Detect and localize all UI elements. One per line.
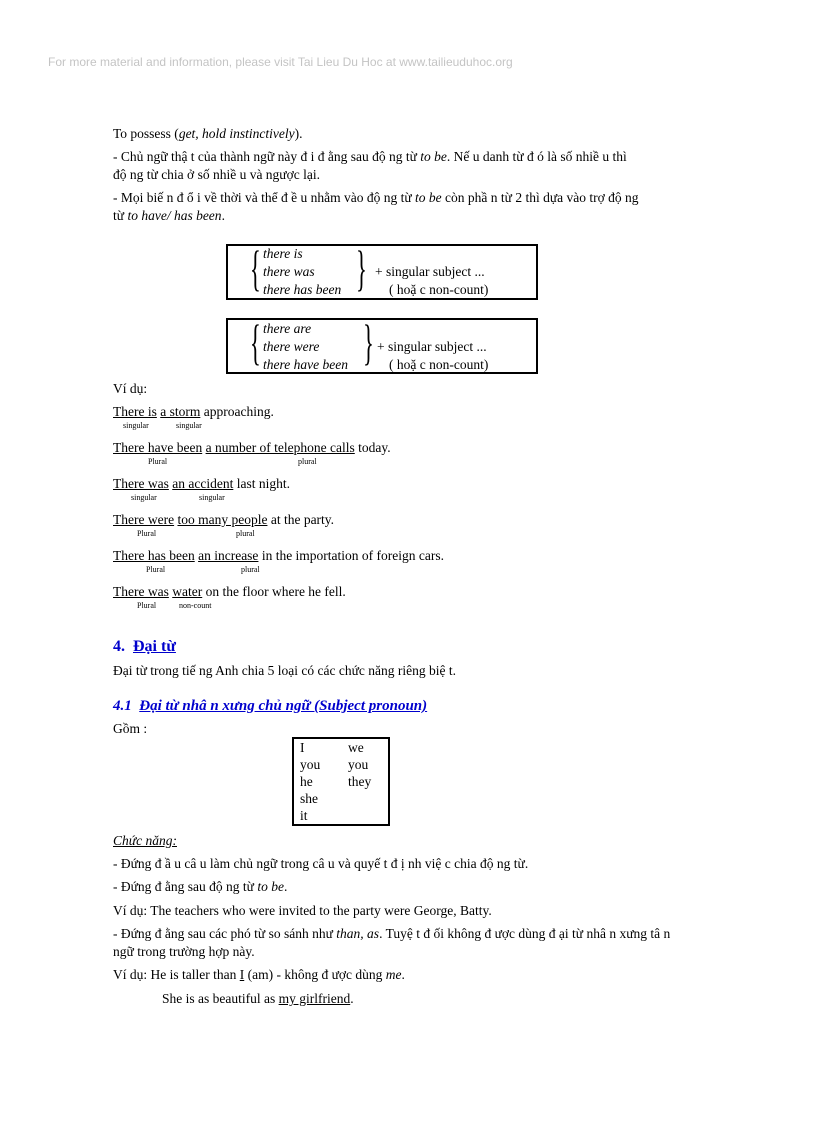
example-subject: There was (113, 476, 169, 491)
chuc-nang-label: Chức năng: (113, 833, 177, 848)
ex3-u: my girlfriend (278, 991, 351, 1006)
example-1: Ví dụ: The teachers who were invited to the party were George, Batty. (113, 903, 492, 918)
example-object: too many people (177, 512, 268, 527)
possess-prefix: To possess ( (113, 126, 179, 141)
pronoun: she (300, 791, 318, 806)
example-tag: Plural (137, 601, 157, 610)
pronoun: they (348, 774, 372, 789)
pronoun: you (300, 757, 321, 772)
example-tag: Plural (137, 529, 157, 538)
example-subject: There have been (113, 440, 203, 455)
box1-item: there is (263, 246, 303, 261)
f3-b: . Tuyệ t đ ối không đ ược dùng đ ại từ nhâ n xưng tâ n (379, 926, 671, 941)
watermark: For more material and information, please visit Tai Lieu Du Hoc at www.tailieuduhoc.org (48, 55, 513, 69)
ex2-b: (am) - không đ ược dùng (244, 967, 386, 982)
function-2 (113, 879, 287, 895)
box1-item: there was (263, 264, 315, 279)
p2-c: từ (113, 208, 128, 223)
box2-item: there have been (263, 357, 348, 372)
pronoun: he (300, 774, 313, 789)
example-tag: non-count (179, 601, 212, 610)
pronoun-col-2 (348, 739, 371, 790)
example-row (113, 512, 334, 528)
pronoun-col-1 (300, 739, 320, 824)
box1-right-2: ( hoặ c non-count) (389, 282, 489, 297)
example-subject: There were (113, 512, 175, 527)
p1-a: - Chủ ngữ thậ t của thành ngữ này đ i đ ằng sau độ ng từ (113, 149, 421, 164)
example-row (113, 584, 346, 600)
box1-right-1: + singular subject ... (375, 264, 485, 279)
example-object: an accident (172, 476, 234, 491)
example-object: a storm (160, 404, 201, 419)
f2-a: - Đứng đ ằng sau độ ng từ (113, 879, 258, 894)
possess-suffix: ). (294, 126, 303, 141)
section-number: 4. (113, 638, 125, 655)
section-4-desc: Đại từ trong tiế ng Anh chia 5 loại có các chức năng riêng biệ t. (113, 663, 457, 678)
example-tag: plural (236, 529, 255, 538)
example-row (113, 404, 274, 420)
para1-line2: độ ng từ chia ở số nhiề u và ngược lại. (113, 167, 320, 182)
function-1: - Đứng đ ầ u câ u làm chủ ngữ trong câ u và quyế t đ ị nh việ c chia độ ng từ. (113, 856, 529, 871)
section-41-heading (113, 698, 427, 715)
example-tag: plural (298, 457, 317, 466)
example-3 (162, 991, 354, 1007)
para2-line1 (113, 190, 639, 206)
example-tag: singular (176, 421, 202, 430)
example-subject: There has been (113, 548, 195, 563)
example-rest: in the importation of foreign cars. (258, 548, 445, 563)
left-brace-icon: { (250, 314, 261, 370)
f2-it: to be (257, 879, 284, 894)
f2-b: . (284, 879, 288, 894)
possess-italic: get, hold instinctively (178, 126, 295, 141)
p2-a: - Mọi biế n đ ổ i về thời và thể đ ề u nhằm vào độ ng từ (113, 190, 416, 205)
para1-line1 (113, 149, 627, 165)
example-tag: plural (241, 565, 260, 574)
left-brace-icon: { (250, 240, 261, 296)
p2-it: to be (415, 190, 442, 205)
f3-a: - Đứng đ ằng sau các phó từ so sánh như (113, 926, 337, 941)
ex2-u: I (239, 967, 245, 982)
example-rest: on the floor where he fell. (202, 584, 346, 599)
box2-right-2: ( hoặ c non-count) (389, 357, 489, 372)
pronoun: it (300, 808, 308, 823)
p1-b: . Nế u danh từ đ ó là số nhiề u thì (446, 149, 627, 164)
example-tag: Plural (146, 565, 166, 574)
example-row (113, 440, 391, 456)
example-rest: at the party. (267, 512, 335, 527)
ex2-it: me (385, 967, 402, 982)
section-4-heading (113, 638, 176, 656)
box2-item: there are (263, 321, 312, 336)
example-tag: Plural (148, 457, 168, 466)
example-2 (113, 967, 405, 983)
p2-b: còn phầ n từ 2 thì dựa vào trợ độ ng (441, 190, 639, 205)
example-object: a number of telephone calls (205, 440, 355, 455)
example-rest: today. (354, 440, 391, 455)
function-3-line2: ngữ trong trường hợp này. (113, 944, 255, 959)
p1-it: to be (420, 149, 447, 164)
example-tag: singular (131, 493, 157, 502)
vidu-label: Ví dụ: (113, 381, 148, 396)
right-brace-icon: } (356, 240, 367, 296)
section-title: Đại từ nhâ n xưng chủ ngữ (Subject pronoun) (139, 698, 428, 714)
example-tag: singular (123, 421, 149, 430)
ex2-a: Ví dụ: He is taller than (113, 967, 240, 982)
possess-line (113, 126, 303, 142)
example-rest: last night. (233, 476, 290, 491)
example-tag: singular (199, 493, 225, 502)
box2-item: there were (263, 339, 320, 354)
example-subject: There is (113, 404, 157, 419)
f3-it: than, as (336, 926, 380, 941)
example-subject: There was (113, 584, 169, 599)
ex3-b: . (350, 991, 354, 1006)
example-row (113, 548, 444, 564)
ex3-a: She is as beautiful as (162, 991, 279, 1006)
right-brace-icon: } (363, 314, 374, 370)
example-rest: approaching. (200, 404, 274, 419)
pronoun: we (348, 740, 364, 755)
pronoun: you (348, 757, 369, 772)
pronoun: I (300, 740, 305, 755)
ex2-c: . (401, 967, 405, 982)
box1-item: there has been (263, 282, 342, 297)
section-number: 4.1 (113, 698, 132, 714)
example-object: water (172, 584, 203, 599)
p2-d: . (221, 208, 225, 223)
p2-it2: to have/ has been (127, 208, 222, 223)
gom-label: Gồm : (113, 721, 148, 736)
function-3-line1 (113, 926, 670, 942)
section-title: Đại từ (133, 638, 176, 655)
example-object: an increase (198, 548, 259, 563)
example-row (113, 476, 290, 492)
box2-right-1: + singular subject ... (377, 339, 487, 354)
para2-line2 (113, 208, 225, 224)
